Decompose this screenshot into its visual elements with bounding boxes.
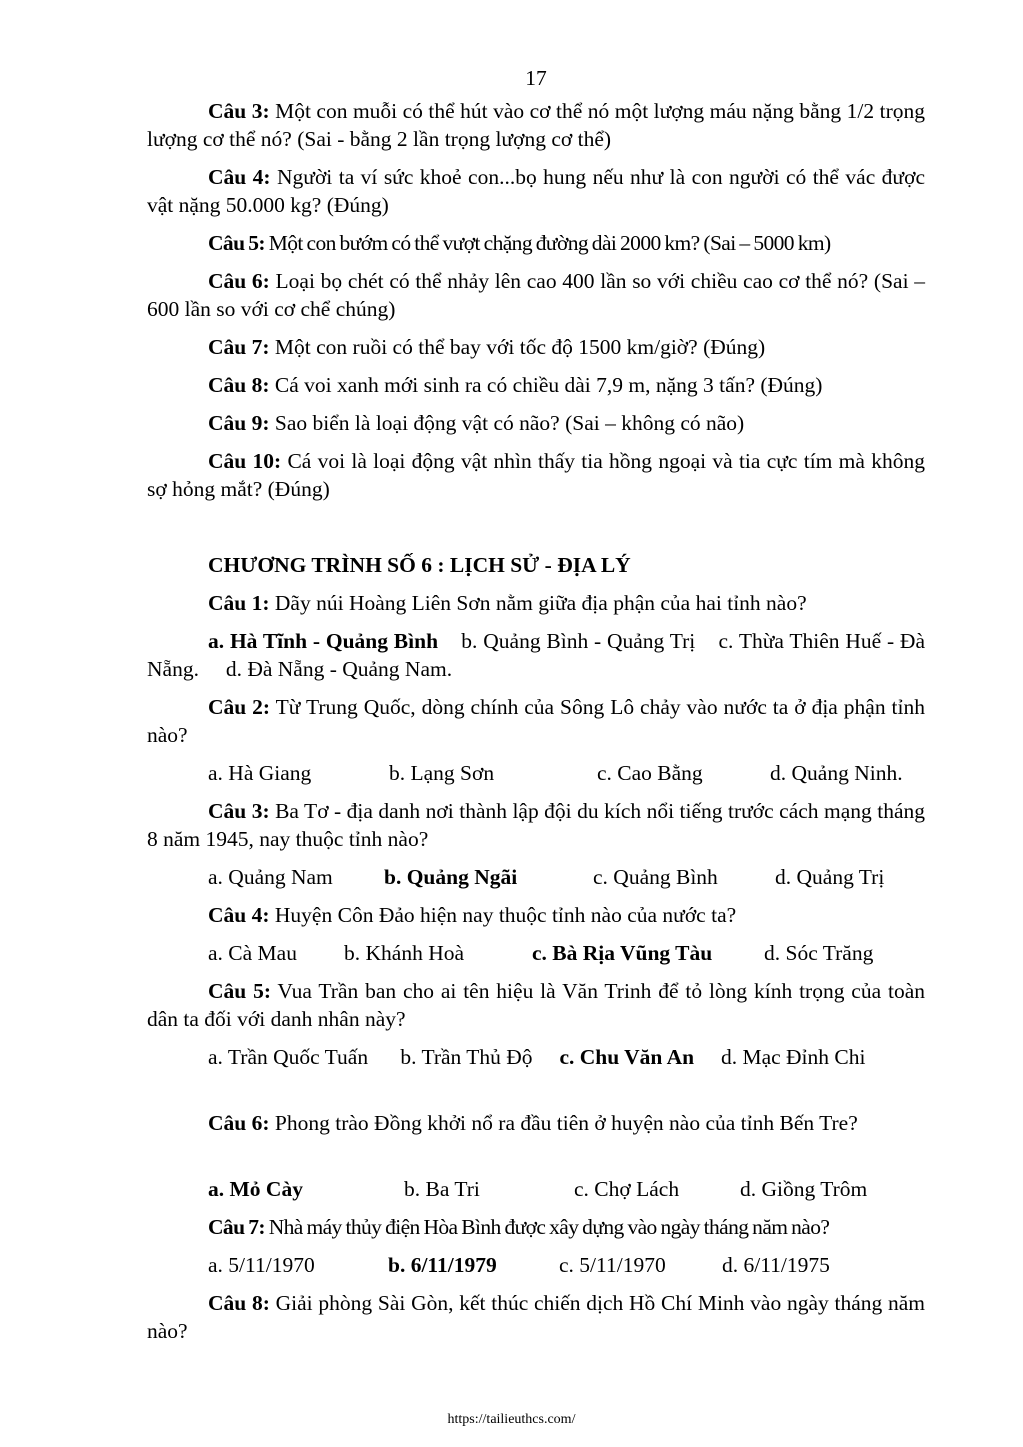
answer-option: a. 5/11/1970 <box>208 1253 315 1277</box>
answer-option: a. Hà Giang <box>208 761 312 785</box>
history-question-1-answers: a. Hà Tĩnh - Quảng Bình b. Quảng Bình - Quảng Trị c. Thừa Thiên Huế - Đà Nẵng. d. Đà Nẵng - Quảng Nam. <box>147 629 936 681</box>
history-question-7: Câu 7: Nhà máy thủy điện Hòa Bình được xây dựng vào ngày tháng năm nào? <box>208 1215 830 1239</box>
history-question-5-answers: a. Trần Quốc Tuấn b. Trần Thủ Độ c. Chu Văn An d. Mạc Đỉnh Chi <box>208 1045 866 1069</box>
question-3: Câu 3: Một con muỗi có thể hút vào cơ thể nó một lượng máu nặng bằng 1/2 trọng lượng cơ thể nó? (Sai - bằng 2 lần trọng lượng cơ thể) <box>147 99 925 151</box>
question-6: Câu 6: Loại bọ chét có thể nhảy lên cao 400 lần so với chiều cao cơ thể nó? (Sai – 600 lần so với cơ chể chúng) <box>147 269 925 321</box>
question-5: Câu 5: Một con bướm có thể vượt chặng đường dài 2000 km? (Sai – 5000 km) <box>208 231 831 255</box>
answer-option: a. Cà Mau <box>208 941 297 965</box>
history-question-4: Câu 4: Huyện Côn Đảo hiện nay thuộc tỉnh nào của nước ta? <box>208 903 737 927</box>
answer-option: b. Khánh Hoà <box>344 941 465 965</box>
history-question-8: Câu 8: Giải phòng Sài Gòn, kết thúc chiến dịch Hồ Chí Minh vào ngày tháng năm nào? <box>147 1291 925 1343</box>
answer-option: d. Sóc Trăng <box>764 941 874 965</box>
answer-option: c. Chợ Lách <box>574 1177 680 1201</box>
history-question-5: Câu 5: Vua Trần ban cho ai tên hiệu là Văn Trinh để tỏ lòng kính trọng của toàn dân ta đối với danh nhân này? <box>147 979 925 1031</box>
question-9: Câu 9: Sao biển là loại động vật có não? (Sai – không có não) <box>208 411 745 435</box>
history-question-3: Câu 3: Ba Tơ - địa danh nơi thành lập đội du kích nổi tiếng trước cách mạng tháng 8 năm 1945, nay thuộc tỉnh nào? <box>147 799 925 851</box>
answer-option: d. Quảng Ninh. <box>770 761 903 785</box>
answer-option: d. Giồng Trôm <box>740 1177 868 1201</box>
answer-option: c. Cao Bằng <box>597 761 703 785</box>
answer-option-correct: c. Bà Rịa Vũng Tàu <box>532 941 713 965</box>
history-question-6: Câu 6: Phong trào Đồng khởi nổ ra đầu tiên ở huyện nào của tỉnh Bến Tre? <box>208 1111 858 1135</box>
history-question-3-answers <box>208 863 925 891</box>
history-question-6-answers <box>208 1175 925 1203</box>
history-question-1: Câu 1: Dãy núi Hoàng Liên Sơn nằm giữa địa phận của hai tỉnh nào? <box>208 591 807 615</box>
history-question-2-answers <box>208 759 925 787</box>
question-4: Câu 4: Người ta ví sức khoẻ con...bọ hung nếu như là con người có thể vác được vật nặng 50.000 kg? (Đúng) <box>147 165 925 217</box>
answer-option: d. Quảng Trị <box>775 865 885 889</box>
answer-option: d. 6/11/1975 <box>722 1253 830 1277</box>
answer-option-correct: b. Quảng Ngãi <box>384 865 518 889</box>
history-question-2: Câu 2: Từ Trung Quốc, dòng chính của Sông Lô chảy vào nước ta ở địa phận tỉnh nào? <box>147 695 925 747</box>
question-8: Câu 8: Cá voi xanh mới sinh ra có chiều dài 7,9 m, nặng 3 tấn? (Đúng) <box>208 373 823 397</box>
answer-option-correct: b. 6/11/1979 <box>388 1253 497 1277</box>
page-number: 17 <box>525 66 547 90</box>
history-question-4-answers <box>208 939 925 967</box>
answer-option: b. Lạng Sơn <box>389 761 495 785</box>
answer-option: b. Ba Tri <box>404 1177 480 1201</box>
section-heading: CHƯƠNG TRÌNH SỐ 6 : LỊCH SỬ - ĐỊA LÝ <box>208 553 631 577</box>
answer-option: a. Quảng Nam <box>208 865 333 889</box>
question-10: Câu 10: Cá voi là loại động vật nhìn thấy tia hồng ngoại và tia cực tím mà không sợ hỏng mắt? (Đúng) <box>147 449 925 501</box>
answer-option-correct: a. Mỏ Cày <box>208 1177 303 1201</box>
page-content <box>147 97 936 1345</box>
history-question-7-answers <box>208 1251 925 1279</box>
footer-url: https://tailieuthcs.com/ <box>447 1412 576 1427</box>
answer-option: c. 5/11/1970 <box>559 1253 666 1277</box>
question-7: Câu 7: Một con ruồi có thể bay với tốc độ 1500 km/giờ? (Đúng) <box>208 335 766 359</box>
answer-option: c. Quảng Bình <box>593 865 718 889</box>
